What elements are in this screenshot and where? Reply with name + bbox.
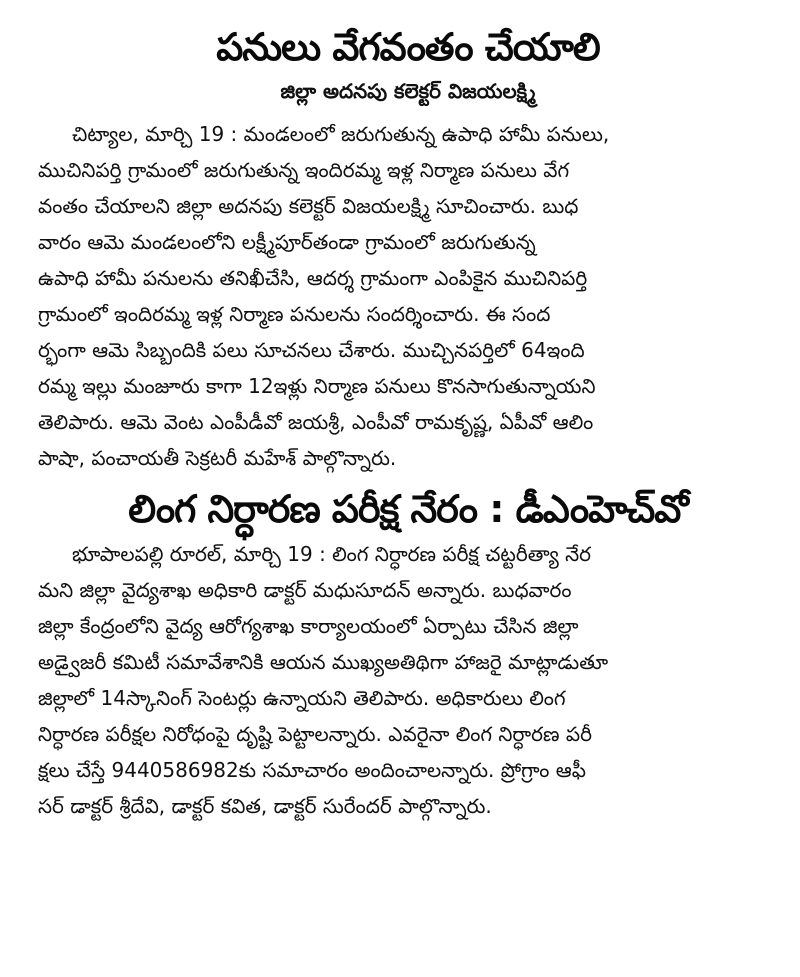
article-linga-nirdharana bbox=[38, 482, 778, 824]
article-line: నిర్ధారణ పరీక్షల నిరోధంపై దృష్టి పెట్టాలన్నారు. ఎవరైనా లింగ నిర్ధారణ పరీ bbox=[38, 722, 592, 746]
article-vegavantham bbox=[38, 0, 778, 476]
article-line: మని జిల్లా వైద్యశాఖ అధికారి డాక్టర్ మధుసూదన్ అన్నారు. బుధవారం bbox=[38, 578, 572, 602]
article-headline: లింగ నిర్ధారణ పరీక్ష నేరం : డీఎంహెచ్‌వో bbox=[128, 487, 688, 531]
article-line: వంతం చేయాలని జిల్లా అదనపు కలెక్టర్ విజయలక్ష్మి సూచించారు. బుధ bbox=[38, 194, 579, 218]
article-line: ఉపాధి హామీ పనులను తనిఖీచేసి, ఆదర్శ గ్రామంగా ఎంపికైన ముచినిపర్తి bbox=[38, 266, 588, 290]
article-line: వారం ఆమె మండలంలోని లక్ష్మీపూర్‌తండా గ్రామంలో జరుగుతున్న bbox=[38, 230, 536, 254]
article-line: పాషా, పంచాయతీ సెక్రటరీ మహేశ్ పాల్గొన్నారు. bbox=[38, 446, 397, 470]
article-line: రమ్మ ఇల్లు మంజూరు కాగా 12ఇళ్లు నిర్మాణ పనులు కొనసాగుతున్నాయని bbox=[38, 374, 596, 398]
article-line: గ్రామంలో ఇందిరమ్మ ఇళ్ల నిర్మాణ పనులను సందర్శించారు. ఈ సంద bbox=[38, 302, 551, 326]
article-line: ముచినిపర్తి గ్రామంలో జరుగుతున్న ఇందిరమ్మ ఇళ్ల నిర్మాణ పనులు వేగ bbox=[38, 158, 570, 182]
article-body bbox=[38, 536, 778, 824]
article-body bbox=[38, 116, 778, 476]
article-line: చిట్యాల, మార్చి 19 : మండలంలో జరుగుతున్న ఉపాధి హామీ పనులు, bbox=[72, 122, 610, 146]
article-line: క్షలు చేస్తే 9440586982కు సమాచారం అందించాలన్నారు. ప్రోగ్రాం ఆఫీ bbox=[38, 758, 586, 782]
article-line: జిల్లాలో 14స్కానింగ్ సెంటర్లు ఉన్నాయని తెలిపారు. అధికారులు లింగ bbox=[38, 686, 566, 710]
article-subheadline: జిల్లా అదనపు కలెక్టర్ విజయలక్ష్మి bbox=[280, 79, 536, 103]
article-line: తెలిపారు. ఆమె వెంట ఎంపీడీవో జయశ్రీ, ఎంపీవో రామకృష్ణ, ఏపీవో ఆలిం bbox=[38, 410, 594, 434]
article-headline: పనులు వేగవంతం చేయాలి bbox=[216, 25, 600, 69]
article-line: భూపాలపల్లి రూరల్, మార్చి 19 : లింగ నిర్ధారణ పరీక్ష చట్టరీత్యా నేర bbox=[72, 542, 592, 566]
article-line: సర్ డాక్టర్ శ్రీదేవి, డాక్టర్ కవిత, డాక్టర్ సురేందర్ పాల్గొన్నారు. bbox=[38, 794, 492, 818]
article-line: ర్భంగా ఆమె సిబ్బందికి పలు సూచనలు చేశారు. ముచ్చినపర్తిలో 64ఇంది bbox=[38, 338, 585, 362]
article-line: జిల్లా కేంద్రంలోని వైద్య ఆరోగ్యశాఖ కార్యాలయంలో ఏర్పాటు చేసిన జిల్లా bbox=[38, 614, 579, 638]
article-line: అడ్వైజరీ కమిటీ సమావేశానికి ఆయన ముఖ్యఅతిథిగా హాజరై మాట్లాడుతూ bbox=[38, 650, 609, 674]
